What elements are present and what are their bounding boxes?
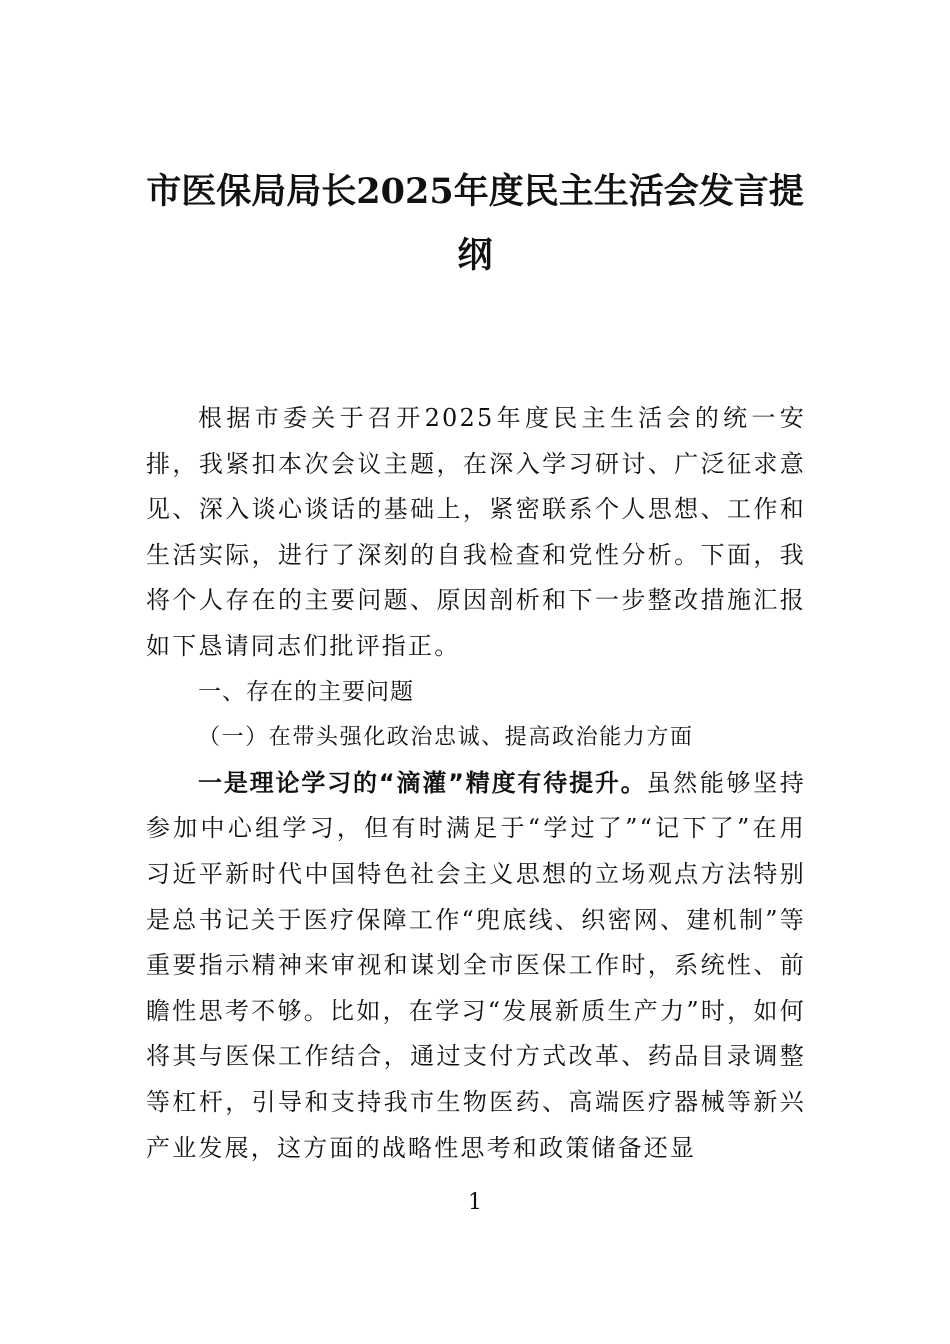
subsection-heading: （一）在带头强化政治忠诚、提高政治能力方面 bbox=[198, 725, 694, 751]
point-paragraph bbox=[146, 761, 806, 1171]
document-body bbox=[146, 396, 806, 1171]
point-lead: 一是理论学习的“滴灌”精度有待提升。 bbox=[198, 768, 647, 797]
page-number: 1 bbox=[468, 1190, 482, 1215]
document-title: 市医保局局长2025年度民主生活会发言提纲 bbox=[146, 171, 804, 276]
point-body: 虽然能够坚持参加中心组学习，但有时满足于“学过了”“记下了”在用习近平新时代中国特色社会主义思想的立场观点方法特别是总书记关于医疗保障工作“兜底线、织密网、建机制”等重要指示精神来审视和谋划全市医保工作时，系统性、前瞻性思考不够。比如，在学习“发展新质生产力”时，如何将其与医保工作结合，通过支付方式改革、药品目录调整等杠杆，引导和支持我市生物医药、高端医疗器械等新兴产业发展，这方面的战略性思考和政策储备还显 bbox=[146, 768, 806, 1162]
section-heading: 一、存在的主要问题 bbox=[198, 678, 414, 705]
intro-paragraph: 根据市委关于召开2025年度民主生活会的统一安排，我紧扣本次会议主题，在深入学习研讨、广泛征求意见、深入谈心谈话的基础上，紧密联系个人思想、工作和生活实际，进行了深刻的自我检查和党性分析。下面，我将个人存在的主要问题、原因剖析和下一步整改措施汇报如下恳请同志们批评指正。 bbox=[146, 404, 806, 660]
